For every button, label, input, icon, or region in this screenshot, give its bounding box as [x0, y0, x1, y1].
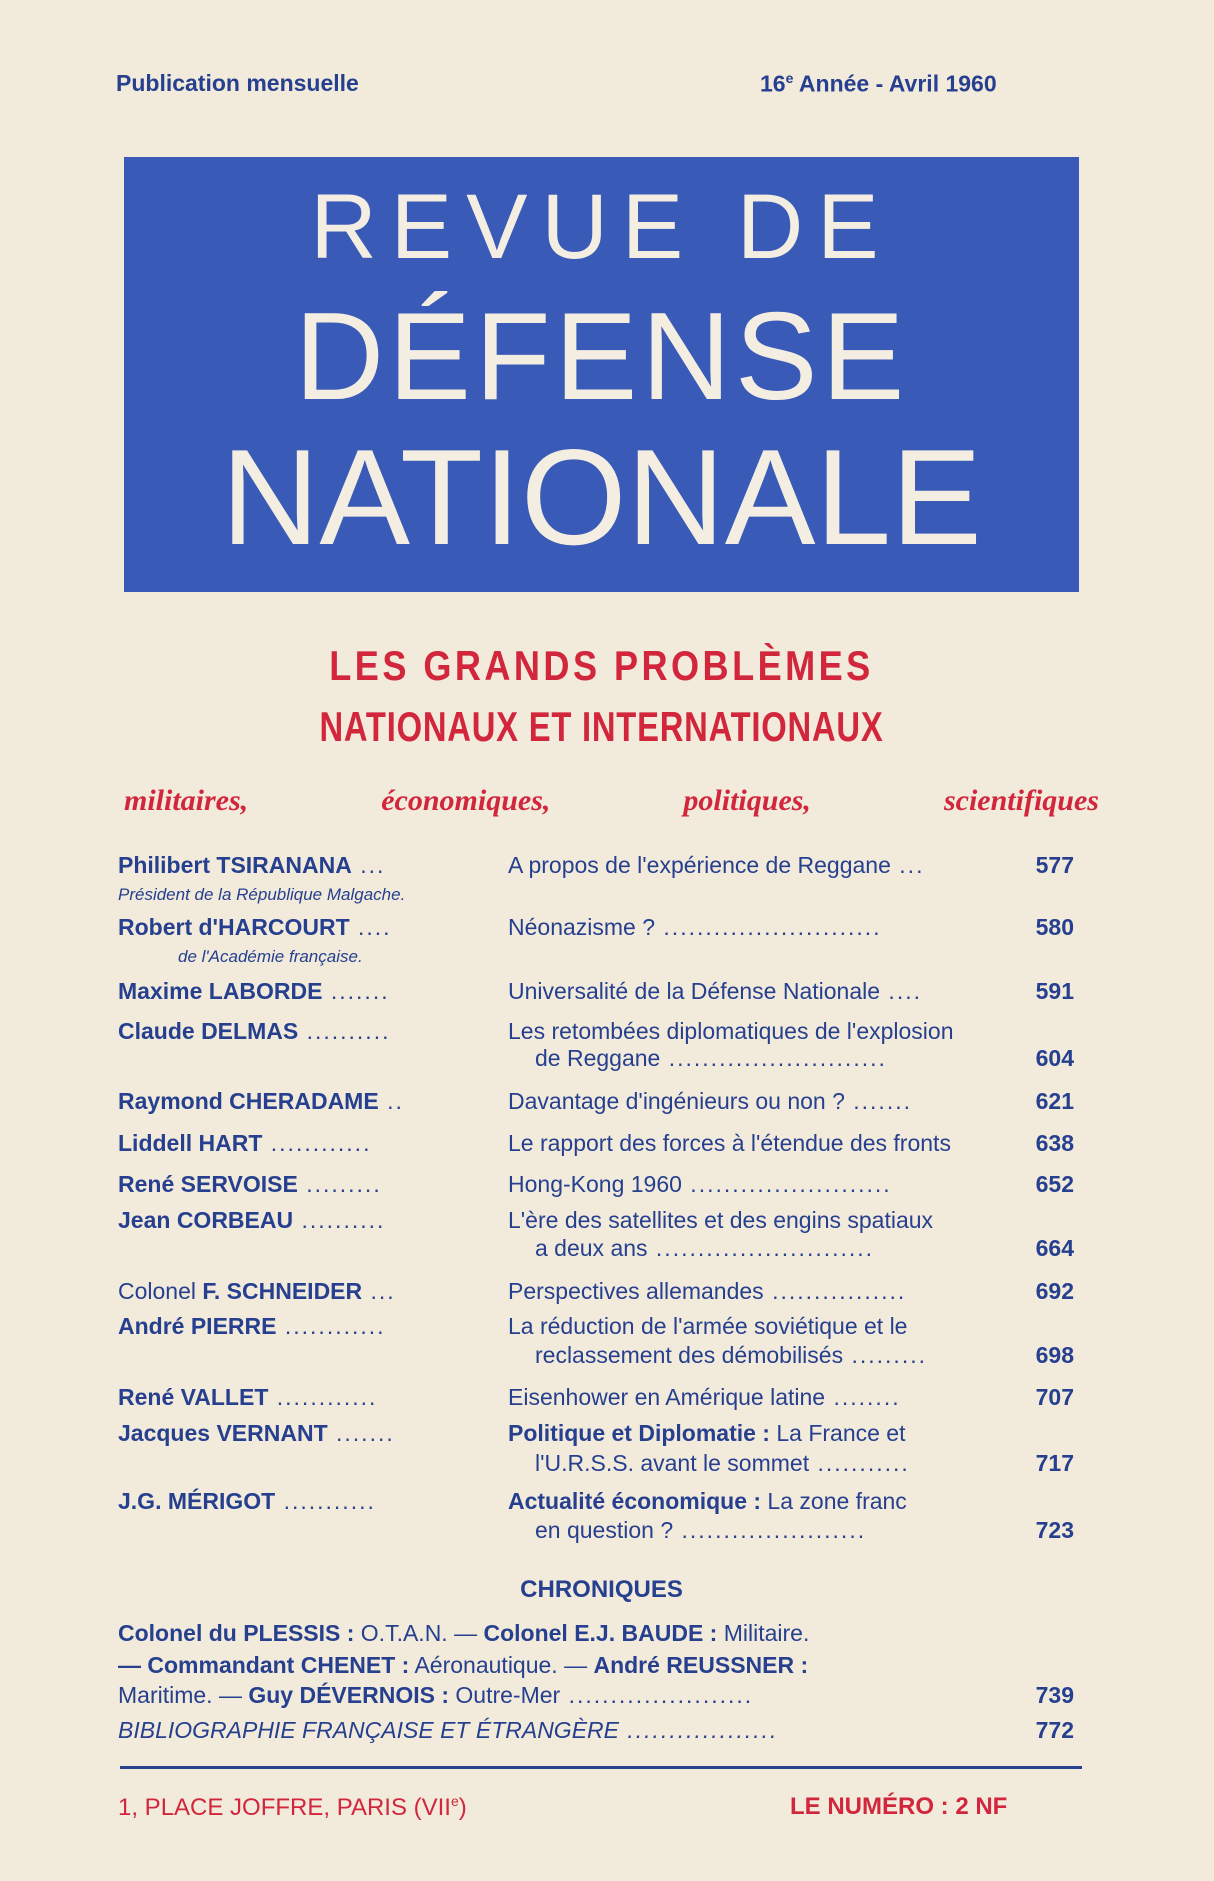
- subtitle-line1: LES GRANDS PROBLÈMES: [329, 642, 874, 689]
- toc-title[interactable]: Néonazisme ? ..........................: [508, 914, 882, 940]
- toc-author-role: de l'Académie française.: [178, 947, 363, 966]
- toc-page: 604: [1035, 1045, 1074, 1071]
- toc-author: André PIERRE ............: [118, 1313, 386, 1339]
- toc-page: 591: [1035, 978, 1074, 1004]
- toc-author: Raymond CHERADAME ..: [118, 1088, 404, 1114]
- masthead-line2: DÉFENSE: [294, 288, 909, 426]
- bibliography-page: 772: [1035, 1717, 1074, 1743]
- bibliography-line[interactable]: BIBLIOGRAPHIE FRANÇAISE ET ÉTRANGÈRE ..................: [118, 1717, 779, 1743]
- footer-divider: [120, 1766, 1082, 1769]
- toc-page: 652: [1035, 1171, 1074, 1197]
- toc-page: 723: [1035, 1517, 1074, 1543]
- toc-author: René SERVOISE .........: [118, 1171, 382, 1197]
- toc-author: J.G. MÉRIGOT ...........: [118, 1488, 376, 1514]
- toc-author: Maxime LABORDE .......: [118, 978, 390, 1004]
- toc-title[interactable]: Eisenhower en Amérique latine ........: [508, 1384, 901, 1410]
- toc-author-role: Président de la République Malgache.: [118, 885, 406, 904]
- chroniques-line: — Commandant CHENET : Aéronautique. — André REUSSNER :: [118, 1652, 809, 1678]
- masthead-line3: NATIONALE: [221, 421, 982, 573]
- toc-title-cont: l'U.R.S.S. avant le sommet ...........: [535, 1450, 910, 1476]
- toc-title[interactable]: Universalité de la Défense Nationale ....: [508, 978, 922, 1004]
- toc-page: 698: [1035, 1342, 1074, 1368]
- toc-title[interactable]: L'ère des satellites et des engins spatiaux: [508, 1207, 934, 1233]
- toc-title[interactable]: Actualité économique : La zone franc: [508, 1488, 907, 1514]
- category: politiques,: [683, 784, 811, 817]
- toc-author: Liddell HART ............: [118, 1130, 372, 1156]
- issue-price: LE NUMÉRO : 2 NF: [790, 1793, 1008, 1820]
- toc-author: Colonel F. SCHNEIDER ...: [118, 1278, 396, 1304]
- toc-page: 717: [1035, 1450, 1074, 1476]
- toc-title[interactable]: Politique et Diplomatie : La France et: [508, 1420, 906, 1446]
- toc-page: 707: [1035, 1384, 1074, 1410]
- chroniques-line: Maritime. — Guy DÉVERNOIS : Outre-Mer ......................: [118, 1682, 754, 1708]
- toc-title-cont: reclassement des démobilisés .........: [535, 1342, 927, 1368]
- publication-frequency: Publication mensuelle: [116, 70, 359, 96]
- chroniques-page: 739: [1035, 1682, 1074, 1708]
- subtitle-categories: [124, 784, 1099, 818]
- toc-title-cont: de Reggane ..........................: [535, 1045, 887, 1071]
- toc-author: René VALLET ............: [118, 1384, 378, 1410]
- toc-page: 577: [1035, 852, 1074, 878]
- toc-page: 580: [1035, 914, 1074, 940]
- toc-page: 621: [1035, 1088, 1074, 1114]
- toc-author: Robert d'HARCOURT ....: [118, 914, 392, 940]
- toc-author: Jean CORBEAU ..........: [118, 1207, 386, 1233]
- toc-title[interactable]: Les retombées diplomatiques de l'explosion: [508, 1018, 954, 1044]
- toc-author: Philibert TSIRANANA ...: [118, 852, 386, 878]
- chroniques-line: Colonel du PLESSIS : O.T.A.N. — Colonel E.J. BAUDE : Militaire.: [118, 1620, 810, 1646]
- toc-title[interactable]: Davantage d'ingénieurs ou non ? .......: [508, 1088, 912, 1114]
- toc-title-cont: en question ? ......................: [535, 1517, 867, 1543]
- toc-page: 664: [1035, 1235, 1074, 1261]
- edition-date: 16e Année - Avril 1960: [760, 70, 997, 97]
- toc-author: Jacques VERNANT .......: [118, 1420, 395, 1446]
- toc-page: 692: [1035, 1278, 1074, 1304]
- category: militaires,: [124, 784, 249, 817]
- chroniques-heading: CHRONIQUES: [520, 1576, 683, 1603]
- toc-author: Claude DELMAS ..........: [118, 1018, 391, 1044]
- toc-title[interactable]: A propos de l'expérience de Reggane ...: [508, 852, 925, 878]
- toc-title[interactable]: Hong-Kong 1960 ........................: [508, 1171, 892, 1197]
- subtitle-line2: NATIONAUX ET INTERNATIONAUX: [319, 703, 884, 750]
- toc-title[interactable]: La réduction de l'armée soviétique et le: [508, 1313, 908, 1339]
- publisher-address: 1, PLACE JOFFRE, PARIS (VIIe): [118, 1793, 467, 1821]
- toc-page: 638: [1035, 1130, 1074, 1156]
- category: économiques,: [381, 784, 551, 817]
- toc-title[interactable]: Perspectives allemandes ................: [508, 1278, 907, 1304]
- masthead: [124, 157, 1079, 592]
- category: scientifiques: [943, 784, 1099, 817]
- masthead-line1: REVUE DE: [310, 176, 893, 278]
- toc-title[interactable]: Le rapport des forces à l'étendue des fronts: [508, 1130, 951, 1156]
- toc-title-cont: a deux ans ..........................: [535, 1235, 875, 1261]
